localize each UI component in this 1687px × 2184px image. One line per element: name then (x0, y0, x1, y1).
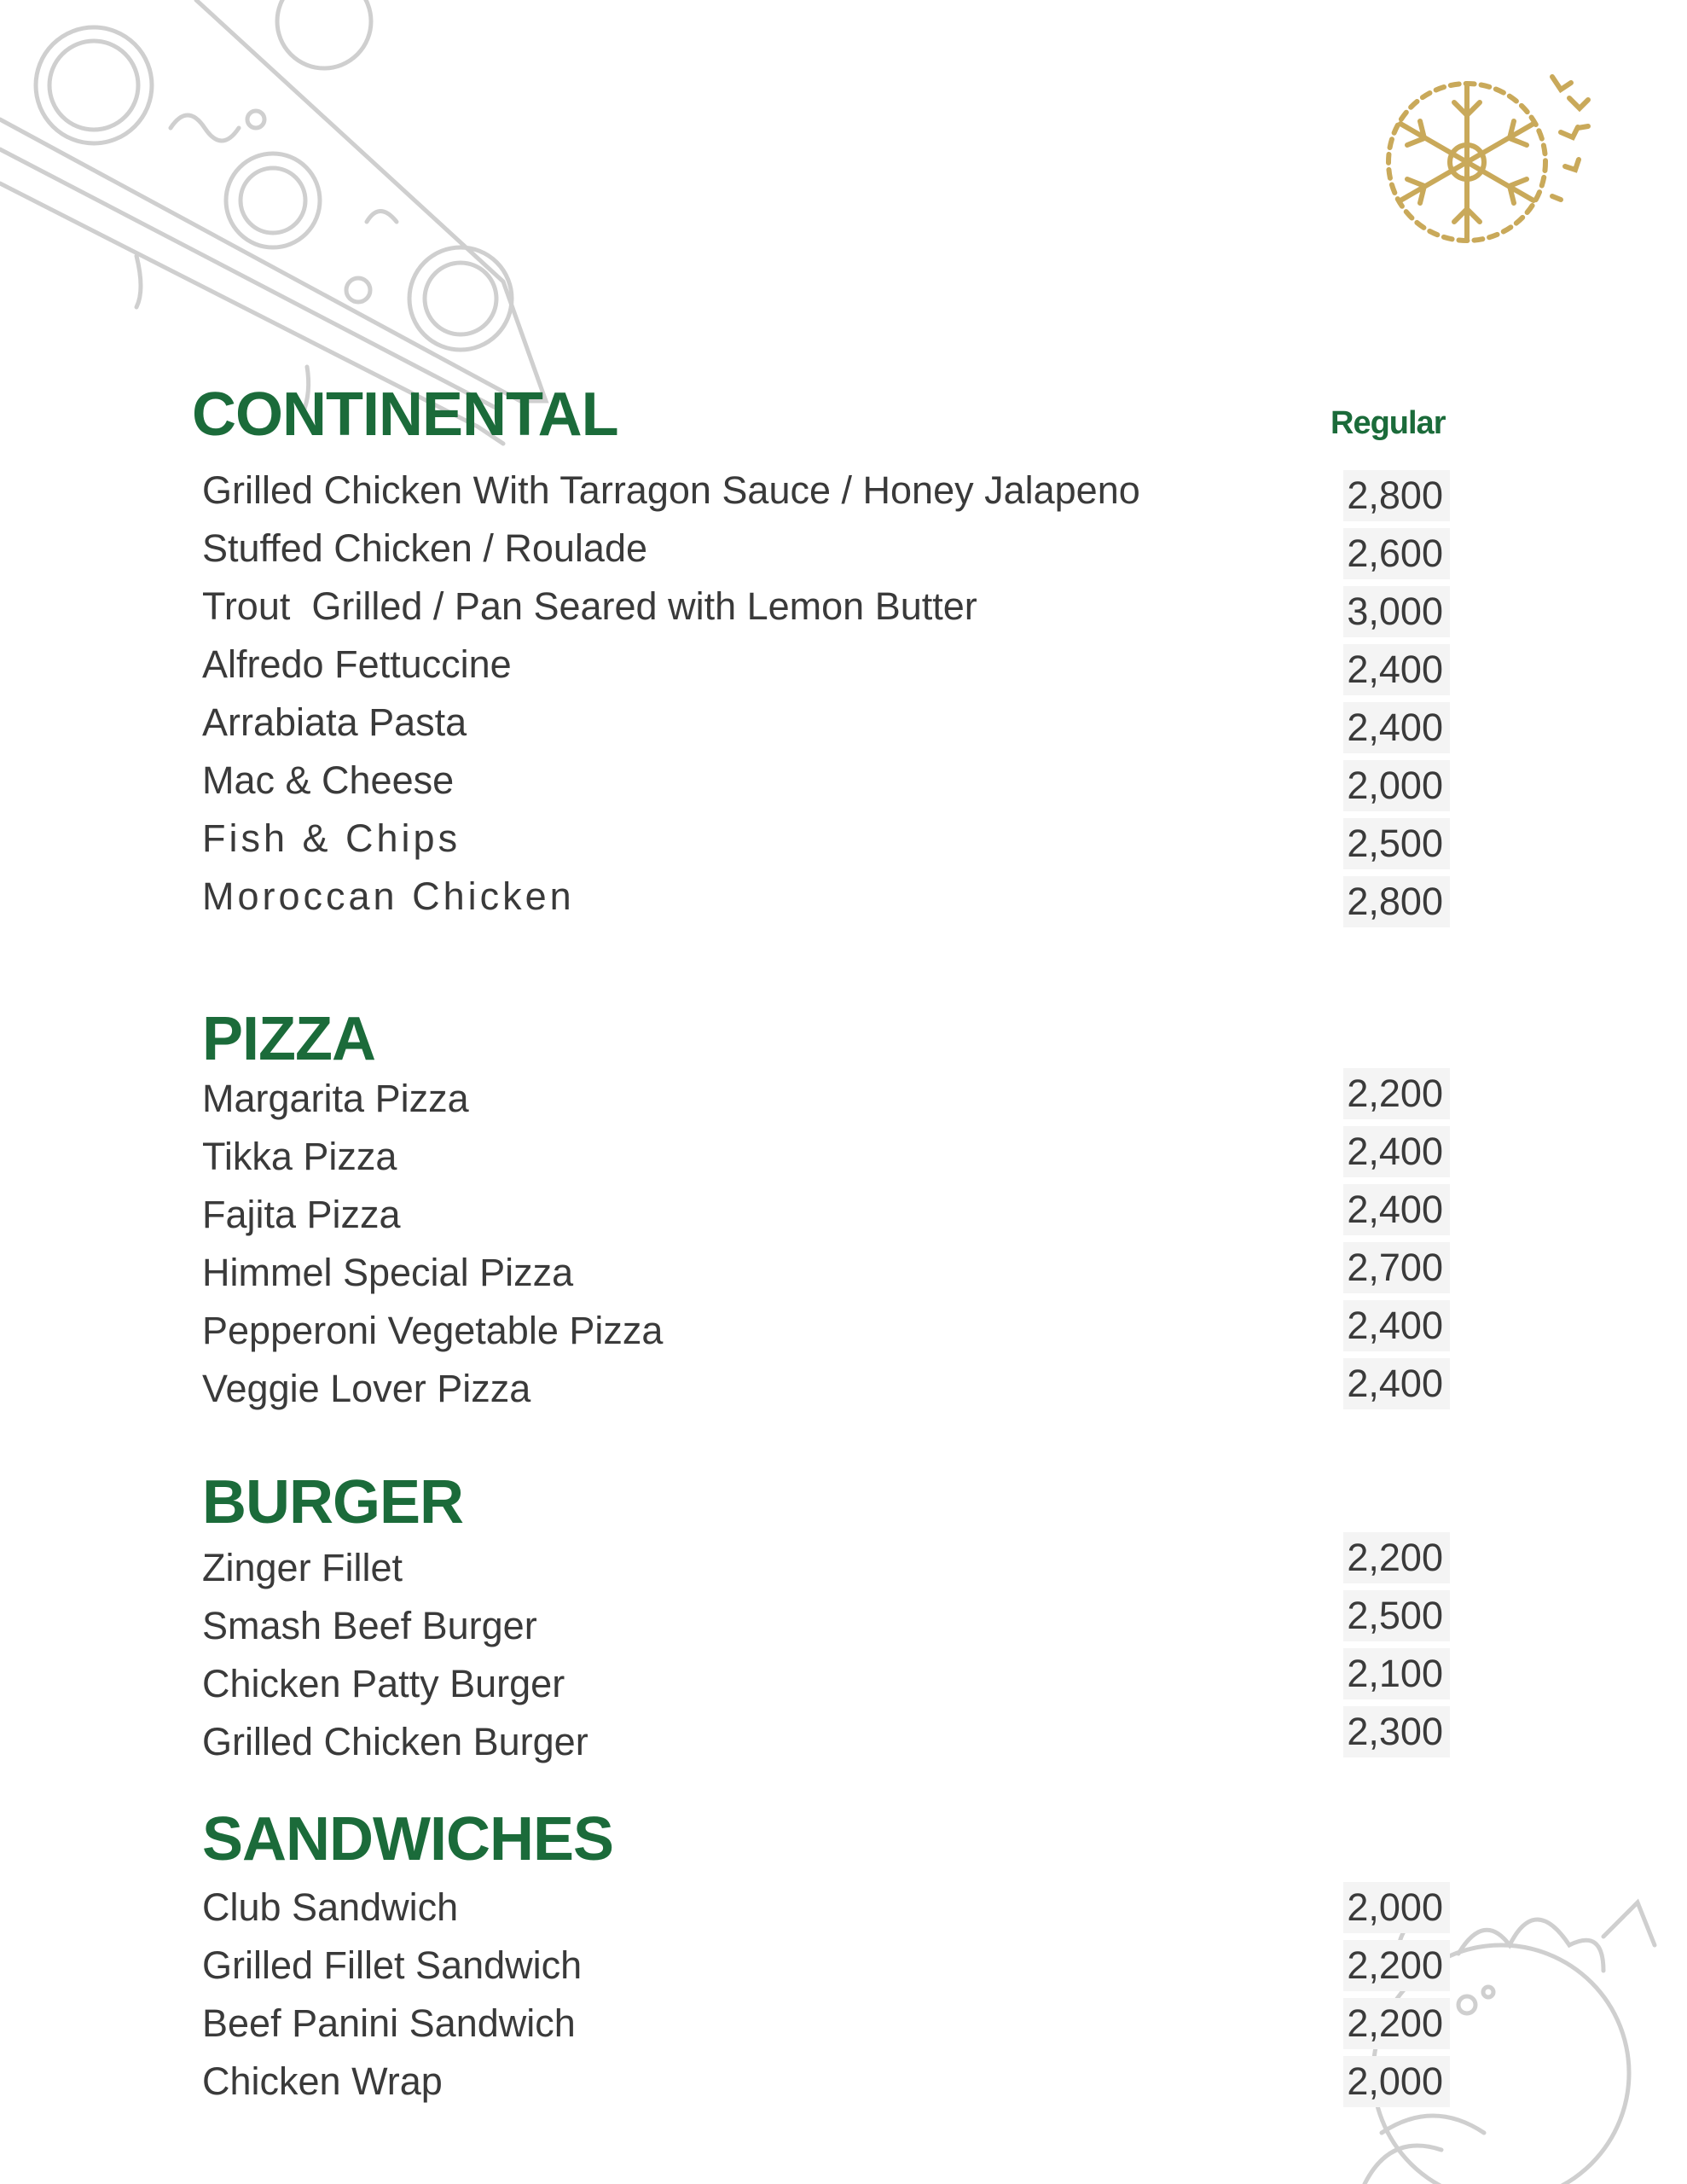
item-name: Grilled Chicken With Tarragon Sauce / Honey Jalapeno (202, 468, 1140, 512)
item-price: 2,800 (1343, 876, 1450, 927)
item-price: 2,400 (1343, 1358, 1450, 1409)
item-price: 2,500 (1343, 818, 1450, 869)
menu-item (202, 1882, 1450, 1933)
item-name: Club Sandwich (202, 1885, 459, 1929)
menu-item (202, 1305, 1450, 1356)
item-name: Margarita Pizza (202, 1077, 469, 1120)
item-price: 2,300 (1343, 1706, 1450, 1757)
item-name: Tikka Pizza (202, 1135, 397, 1178)
item-price: 2,600 (1343, 528, 1450, 579)
menu-item (202, 581, 1450, 632)
menu-item (202, 1652, 1450, 1710)
item-price: 2,200 (1343, 1940, 1450, 1991)
menu-item (202, 639, 1450, 690)
item-name: Grilled Fillet Sandwich (202, 1943, 583, 1987)
menu-item (202, 2056, 1450, 2107)
item-price: 2,200 (1343, 1068, 1450, 1119)
item-name: Smash Beef Burger (202, 1604, 537, 1647)
menu-item (202, 523, 1450, 574)
menu-item (202, 871, 1450, 922)
menu-item (202, 465, 1450, 516)
item-price: 2,400 (1343, 702, 1450, 753)
menu-item (202, 1131, 1450, 1182)
continental-section-title: CONTINENTAL (192, 380, 618, 449)
item-name: Veggie Lover Pizza (202, 1367, 531, 1410)
item-name: Fish & Chips (202, 816, 461, 860)
item-price: 2,200 (1343, 1998, 1450, 2049)
regular-column-header: Regular (1330, 405, 1446, 441)
menu-item (202, 1363, 1450, 1414)
item-price: 2,400 (1343, 644, 1450, 695)
menu-item (202, 1073, 1450, 1124)
item-name: Stuffed Chicken / Roulade (202, 526, 648, 570)
item-name: Fajita Pizza (202, 1193, 401, 1236)
menu-item (202, 1536, 1450, 1594)
menu-item (202, 1189, 1450, 1240)
menu-item (202, 813, 1450, 864)
snowflake-logo-icon (1377, 60, 1608, 256)
item-name: 2,100 (1343, 1648, 1450, 1699)
item-price: 2,400 (1343, 1184, 1450, 1235)
item-price: 2,400 (1343, 1126, 1450, 1177)
item-name: Chicken Patty Burger (202, 1662, 565, 1705)
item-price: 3,000 (1343, 586, 1450, 637)
item-name: Mac & Cheese (202, 758, 455, 802)
item-price: 2,500 (1343, 1590, 1450, 1641)
item-price: 2,700 (1343, 1242, 1450, 1293)
sandwiches-section-title: SANDWICHES (202, 1805, 614, 1873)
item-name: Alfredo Fettuccine (202, 642, 512, 686)
item-name: Pepperoni Vegetable Pizza (202, 1309, 664, 1352)
item-name: Trout Grilled / Pan Seared with Lemon Butter (202, 584, 977, 628)
item-name: Beef Panini Sandwich (202, 2001, 576, 2045)
item-name: Arrabiata Pasta (202, 700, 467, 744)
item-price: 2,000 (1343, 760, 1450, 811)
menu-item (202, 1594, 1450, 1652)
item-name: Himmel Special Pizza (202, 1251, 574, 1294)
menu-item (202, 697, 1450, 748)
item-price: 2,400 (1343, 1300, 1450, 1351)
pizza-section-title: PIZZA (202, 1005, 375, 1073)
burger-section-title: BURGER (202, 1468, 464, 1536)
item-price: 2,200 (1343, 1532, 1450, 1583)
item-name: Grilled Chicken Burger (202, 1720, 588, 1763)
menu-item (202, 1710, 1450, 1768)
item-price: 2,800 (1343, 470, 1450, 521)
item-price: 2,000 (1343, 2056, 1450, 2107)
menu-item (202, 1940, 1450, 1991)
item-name: Chicken Wrap (202, 2059, 443, 2103)
item-name: Moroccan Chicken (202, 874, 575, 918)
menu-item (202, 1247, 1450, 1298)
item-price: 2,000 (1343, 1882, 1450, 1933)
item-name: Zinger Fillet (202, 1546, 403, 1589)
menu-item (202, 1998, 1450, 2049)
menu-item (202, 755, 1450, 806)
